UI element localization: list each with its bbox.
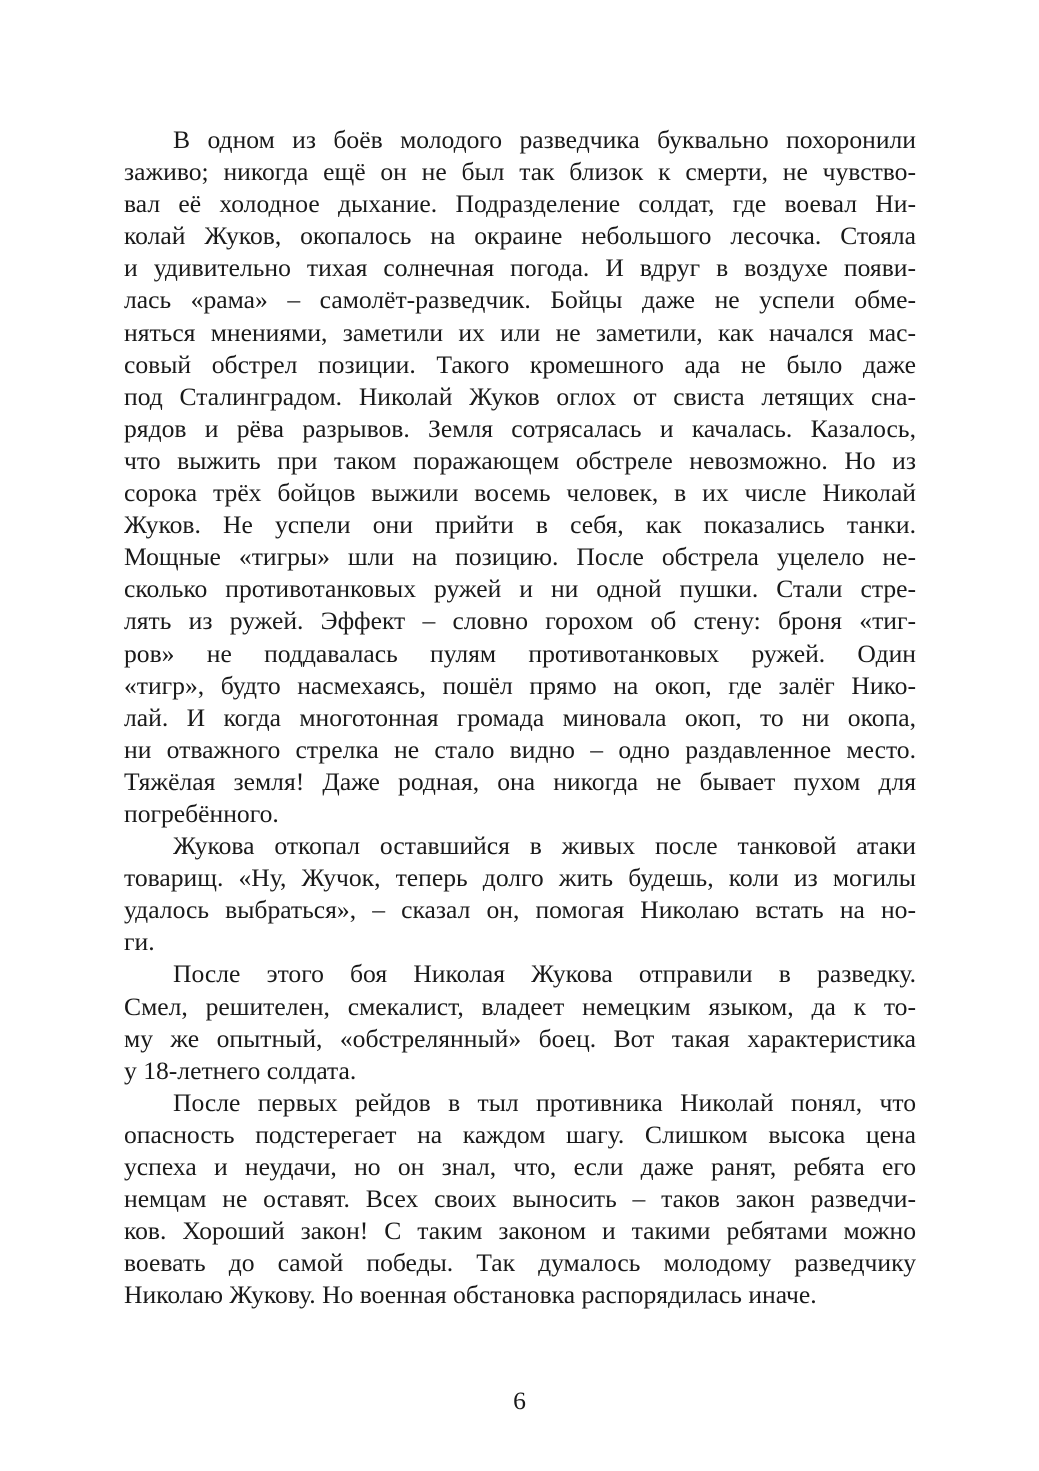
text-line: лай. И когда многотонная громада миновала окоп, то ни окопа, [124,702,916,732]
text-line: После первых рейдов в тыл противника Николай понял, что [173,1087,916,1117]
text-line: «тигр», будто насмехаясь, пошёл прямо на окоп, где залёг Нико- [124,670,916,700]
text-line: Мощные «тигры» шли на позицию. После обстрела уцелело не- [124,542,916,572]
text-line: воевать до самой победы. Так думалось молодому разведчику [124,1248,916,1278]
text-line: му же опытный, «обстрелянный» боец. Вот такая характеристика [124,1023,916,1053]
text-line: рядов и рёва разрывов. Земля сотрясалась и качалась. Казалось, [124,413,916,443]
text-line: под Сталинградом. Николай Жуков оглох от свиста летящих сна- [124,381,916,411]
text-line: и удивительно тихая солнечная погода. И вдруг в воздухе появи- [124,253,916,283]
text-line: После этого боя Николая Жукова отправили в разведку. [173,959,916,989]
text-line: товарищ. «Ну, Жучок, теперь долго жить будешь, коли из могилы [124,863,916,893]
text-line: немцам не оставят. Всех своих выносить – таков закон разведчи- [124,1184,916,1214]
text-line: Жуков. Не успели они прийти в себя, как показались танки. [124,510,916,540]
text-line: Смел, решителен, смекалист, владеет немецким языком, да к то- [124,991,916,1021]
text-line: сколько противотанковых ружей и ни одной пушки. Стали стре- [124,574,916,604]
text-line: Тяжёлая земля! Даже родная, она никогда не бывает пухом для [124,766,916,796]
text-line: ни отважного стрелка не стало видно – одно раздавленное место. [124,734,916,764]
text-line: ги. [124,927,155,957]
text-line: успеха и неудачи, но он знал, что, если даже ранят, ребята его [124,1152,916,1181]
paragraph-1 [124,124,916,830]
text-line: заживо; никогда ещё он не был так близок к смерти, не чувство- [124,157,916,187]
text-line: няться мнениями, заметили их или не заметили, как начался мас- [124,317,916,347]
paragraph-2 [124,830,916,958]
text-line: удалось выбраться», – сказал он, помогая Николаю встать на но- [124,895,916,925]
text-line: у 18-летнего солдата. [124,1055,357,1085]
text-line: Николаю Жукову. Но военная обстановка распорядилась иначе. [124,1280,817,1310]
text-line: ров» не поддавалась пулям противотанковых ружей. Один [124,638,916,668]
page-body [124,124,916,1311]
text-line: лять из ружей. Эффект – словно горохом об стену: броня «тиг- [124,606,916,636]
text-line: опасность подстерегает на каждом шагу. Слишком высока цена [124,1119,916,1149]
text-line: вал её холодное дыхание. Подразделение солдат, где воевал Ни- [124,189,916,219]
text-line: совый обстрел позиции. Такого кромешного ада не было даже [124,349,916,379]
paragraph-3 [124,958,916,1086]
text-line: что выжить при таком поражающем обстреле невозможно. Но из [124,445,916,475]
text-line: лась «рама» – самолёт-разведчик. Бойцы даже не успели обме- [124,285,916,315]
text-line: ков. Хороший закон! С таким законом и такими ребятами можно [124,1216,916,1246]
paragraph-4 [124,1087,916,1312]
text-line: Жукова откопал оставшийся в живых после танковой атаки [173,831,916,861]
page-number: 6 [513,1386,526,1415]
text-line: В одном из боёв молодого разведчика буквально похоронили [173,125,916,154]
text-line: сорока трёх бойцов выжили восемь человек, в их числе Николай [124,478,916,508]
text-line: колай Жуков, окопалось на окраине небольшого лесочка. Стояла [124,221,916,251]
text-line: погребённого. [124,798,279,828]
